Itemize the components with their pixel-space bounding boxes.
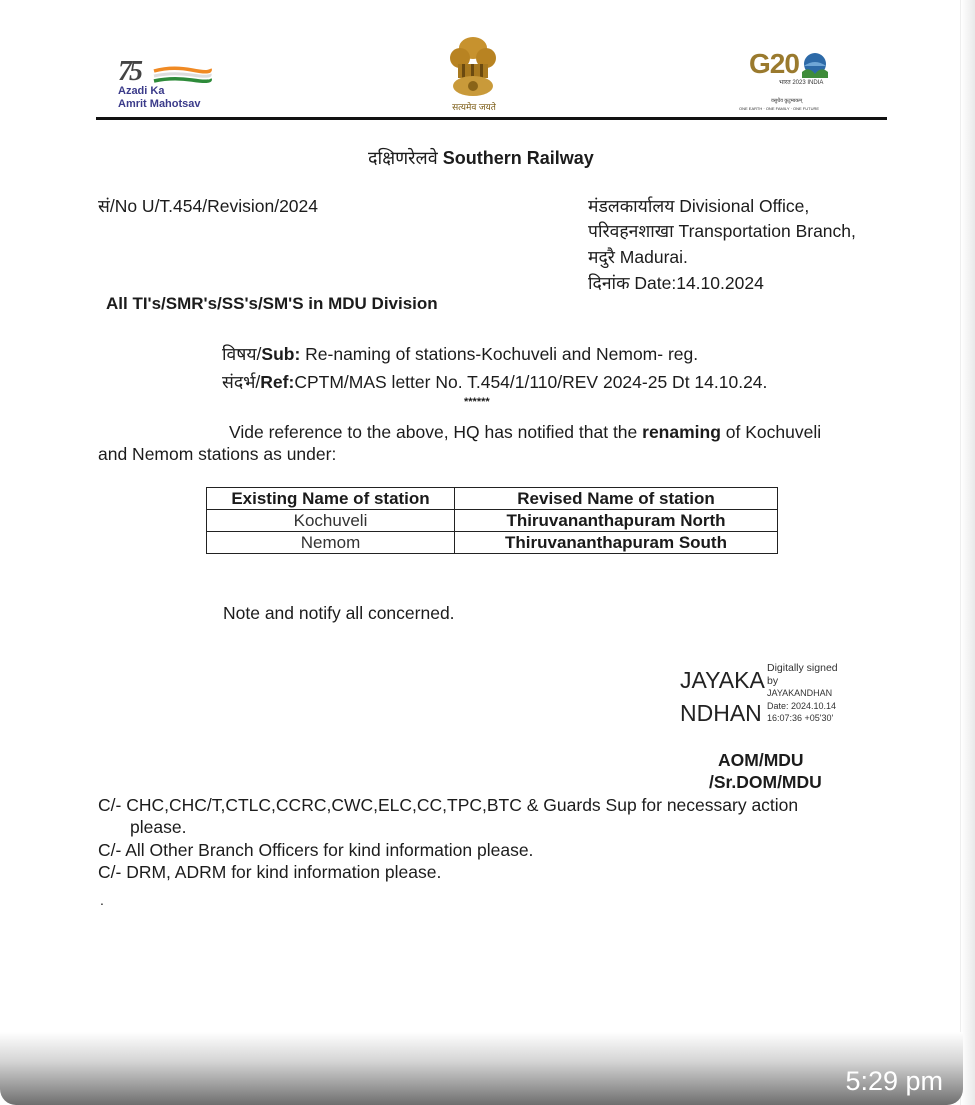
reference-line [222,370,767,394]
railway-title-english: Southern Railway [442,148,594,168]
g20-subtitle: भारत 2023 INDIA [779,80,824,86]
header-existing-name: Existing Name of station [207,488,455,510]
railway-title-hindi: दक्षिणरेलवे [368,148,438,168]
revised-name-cell: Thiruvananthapuram North [455,510,778,532]
table-header-row [207,488,778,510]
date-hindi: दिनांक [588,273,630,293]
signature-name-line2: NDHAN [680,700,762,726]
office-english: Divisional Office, [679,196,810,216]
office-english: Transportation Branch, [678,221,856,241]
office-hindi: मंडलकार्यालय [588,196,675,216]
designation-line: /Sr.DOM/MDU [709,772,822,792]
subject-label-hindi: विषय/ [222,344,262,364]
date-english: Date:14.10.2024 [634,273,764,293]
subject-label: Sub: [261,344,301,364]
signature-detail-line: Digitally signed [767,662,838,674]
signature-detail-line: JAYAKANDHAN [767,688,833,698]
office-english: Madurai. [619,247,688,267]
g20-motto-hindi: वसुधैव कुटुम्बकम् [771,98,803,104]
signature-detail-line: 16:07:36 +05'30' [767,713,834,723]
table-row [207,510,778,532]
azadi-ka-amrit-mahotsav-logo [112,56,232,116]
reference-label-hindi: संदर्भ/ [222,372,261,392]
page-edge [960,0,975,1105]
reference-label: Ref: [260,372,295,392]
station-renaming-table [206,487,778,554]
national-emblem-logo [438,34,508,116]
revised-name-cell: Thiruvananthapuram South [455,532,778,554]
office-line [588,194,809,218]
tricolor-flag-icon [152,66,212,84]
digital-signature-name [680,664,765,730]
message-timestamp: 5:29 pm [845,1066,943,1096]
signature-detail-line: by [767,674,779,687]
designation-line: AOM/MDU [718,750,804,770]
table-row [207,532,778,554]
reference-text: CPTM/MAS letter No. T.454/1/110/REV 2024-25 Dt 14.10.24. [294,372,768,392]
copy-to-line: C/- All Other Branch Officers for kind information please. [98,840,534,860]
trailing-mark: . [100,892,104,908]
letter-number: सं/No U/T.454/Revision/2024 [98,196,319,216]
body-text: Vide reference to the above, HQ has notified that the [229,422,643,442]
globe-lotus-icon [799,52,831,78]
subject-line [222,342,698,366]
header-revised-name: Revised Name of station [455,488,778,510]
railway-title [368,146,594,170]
digital-signature-details [767,662,838,725]
addressee: All TI's/SMR's/SS's/SM'S in MDU Division [106,294,438,313]
subject-text: Re-naming of stations-Kochuveli and Nemom- reg. [300,344,699,364]
office-line [588,219,856,243]
existing-name-cell: Kochuveli [207,510,455,532]
existing-name-cell: Nemom [207,532,455,554]
letter-date [588,271,764,295]
g20-text: G20 [749,48,799,79]
emblem-caption: सत्यमेव जयते [452,102,496,112]
logo-75: 75 [118,56,140,87]
g20-logo [735,46,855,116]
signature-detail-line: Date: 2024.10.14 [767,700,837,711]
lion-capital-icon [438,34,508,102]
office-hindi: मदुरै [588,247,615,267]
copy-to-line: please. [130,817,187,837]
g20-motto-english: ONE EARTH · ONE FAMILY · ONE FUTURE [739,106,820,111]
note-text: Note and notify all concerned. [223,603,455,623]
body-paragraph-line2: and Nemom stations as under: [98,444,337,464]
logo-text-line2: Amrit Mahotsav [118,98,201,110]
copy-to-line: C/- CHC,CHC/T,CTLC,CCRC,CWC,ELC,CC,TPC,BTC & Guards Sup for necessary action [98,795,799,815]
body-paragraph-line1 [229,422,821,443]
separator-stars: ****** [464,396,490,408]
office-line [588,245,688,269]
signature-name-line1: JAYAKA [680,667,765,693]
body-bold-text: renaming [642,422,721,442]
logo-text-line1: Azadi Ka [118,85,165,97]
body-text: of Kochuveli [720,422,822,442]
message-footer-gradient [0,1032,963,1105]
office-hindi: परिवहनशाखा [588,221,674,241]
header-divider [96,117,887,120]
copy-to-line: C/- DRM, ADRM for kind information please. [98,862,442,882]
